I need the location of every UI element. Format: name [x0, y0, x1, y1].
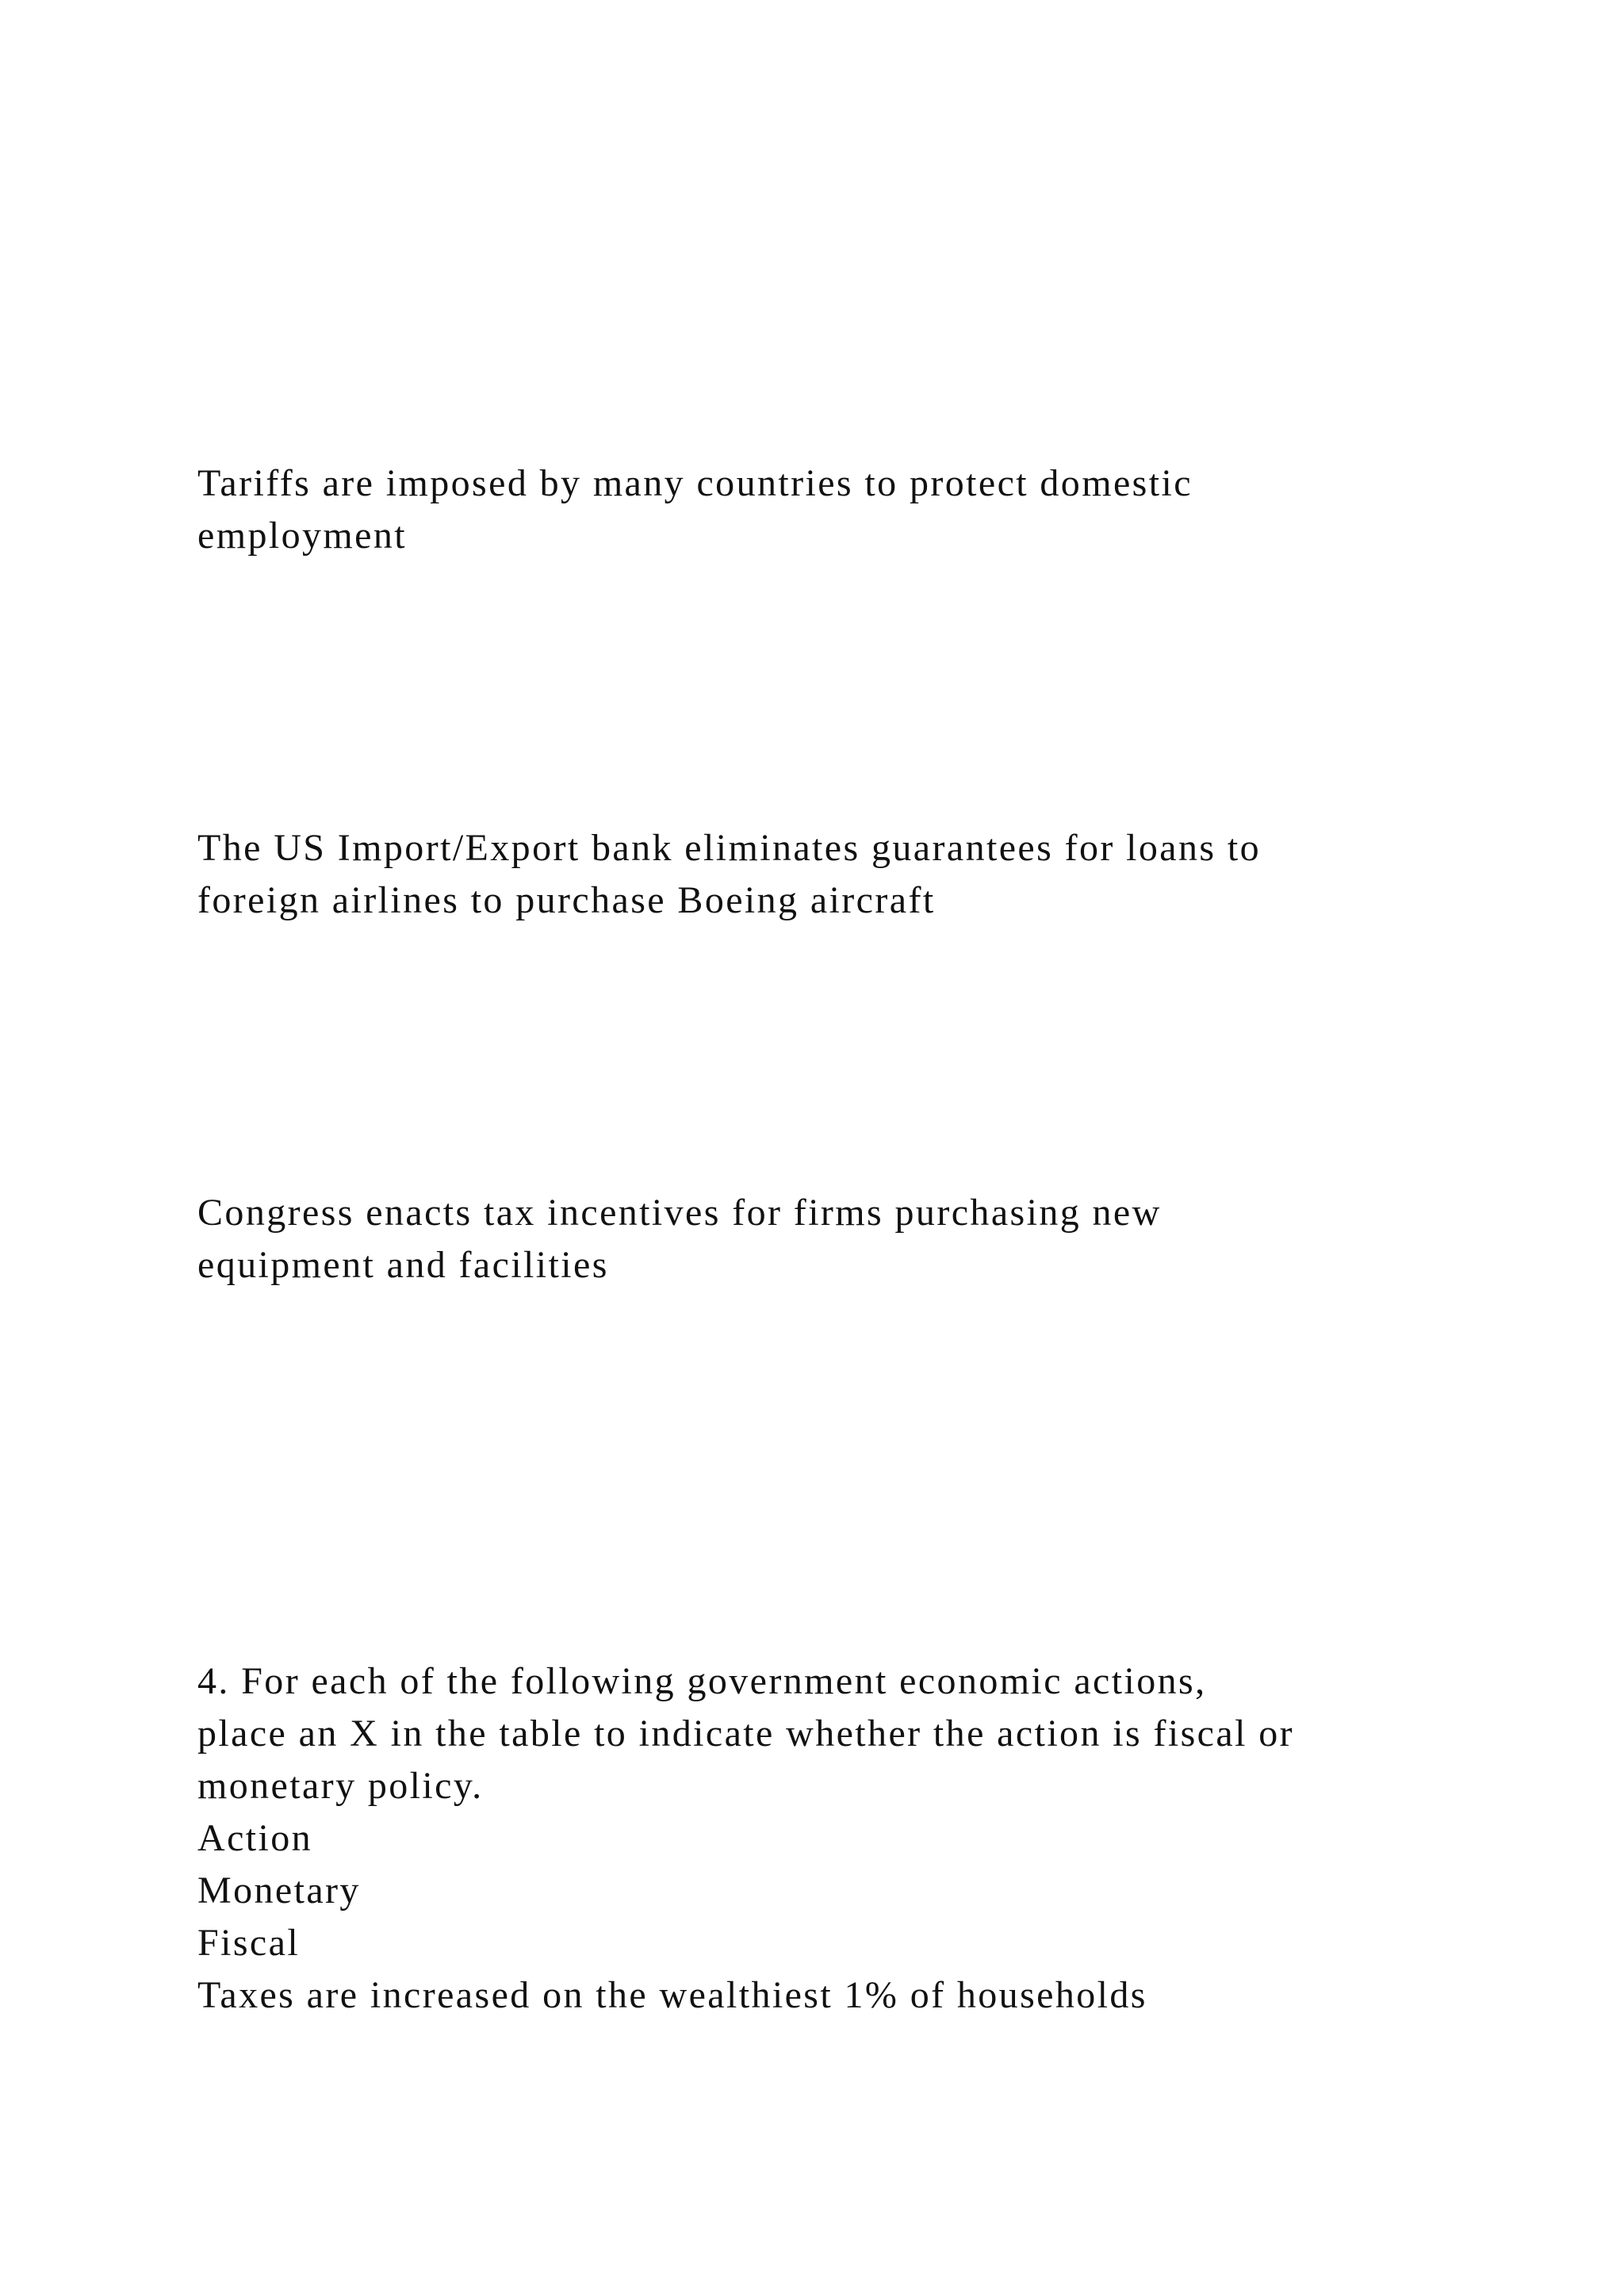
question-text-line: 4. For each of the following government economic actions, — [197, 1660, 1207, 1702]
text-line: The US Import/Export bank eliminates guarantees for loans to — [197, 827, 1262, 869]
table-header-fiscal: Fiscal — [197, 1922, 301, 1964]
text-line: foreign airlines to purchase Boeing aircraft — [197, 879, 936, 921]
text-line: employment — [197, 515, 407, 557]
table-header-monetary: Monetary — [197, 1869, 361, 1911]
paragraph-tax-incentives — [197, 1187, 1545, 1292]
question-text-line: monetary policy. — [197, 1765, 484, 1807]
question-text-line: place an X in the table to indicate whether the action is fiscal or — [197, 1712, 1294, 1755]
text-line: Tariffs are imposed by many countries to protect domestic — [197, 462, 1193, 504]
paragraph-import-export-bank — [197, 822, 1545, 927]
text-line: equipment and facilities — [197, 1244, 609, 1286]
table-row-action: Taxes are increased on the wealthiest 1% of households — [197, 1974, 1147, 2016]
paragraph-tariffs — [197, 457, 1545, 562]
table-header-action: Action — [197, 1817, 313, 1859]
question-4 — [197, 1655, 1545, 2022]
text-line: Congress enacts tax incentives for firms purchasing new — [197, 1192, 1162, 1234]
